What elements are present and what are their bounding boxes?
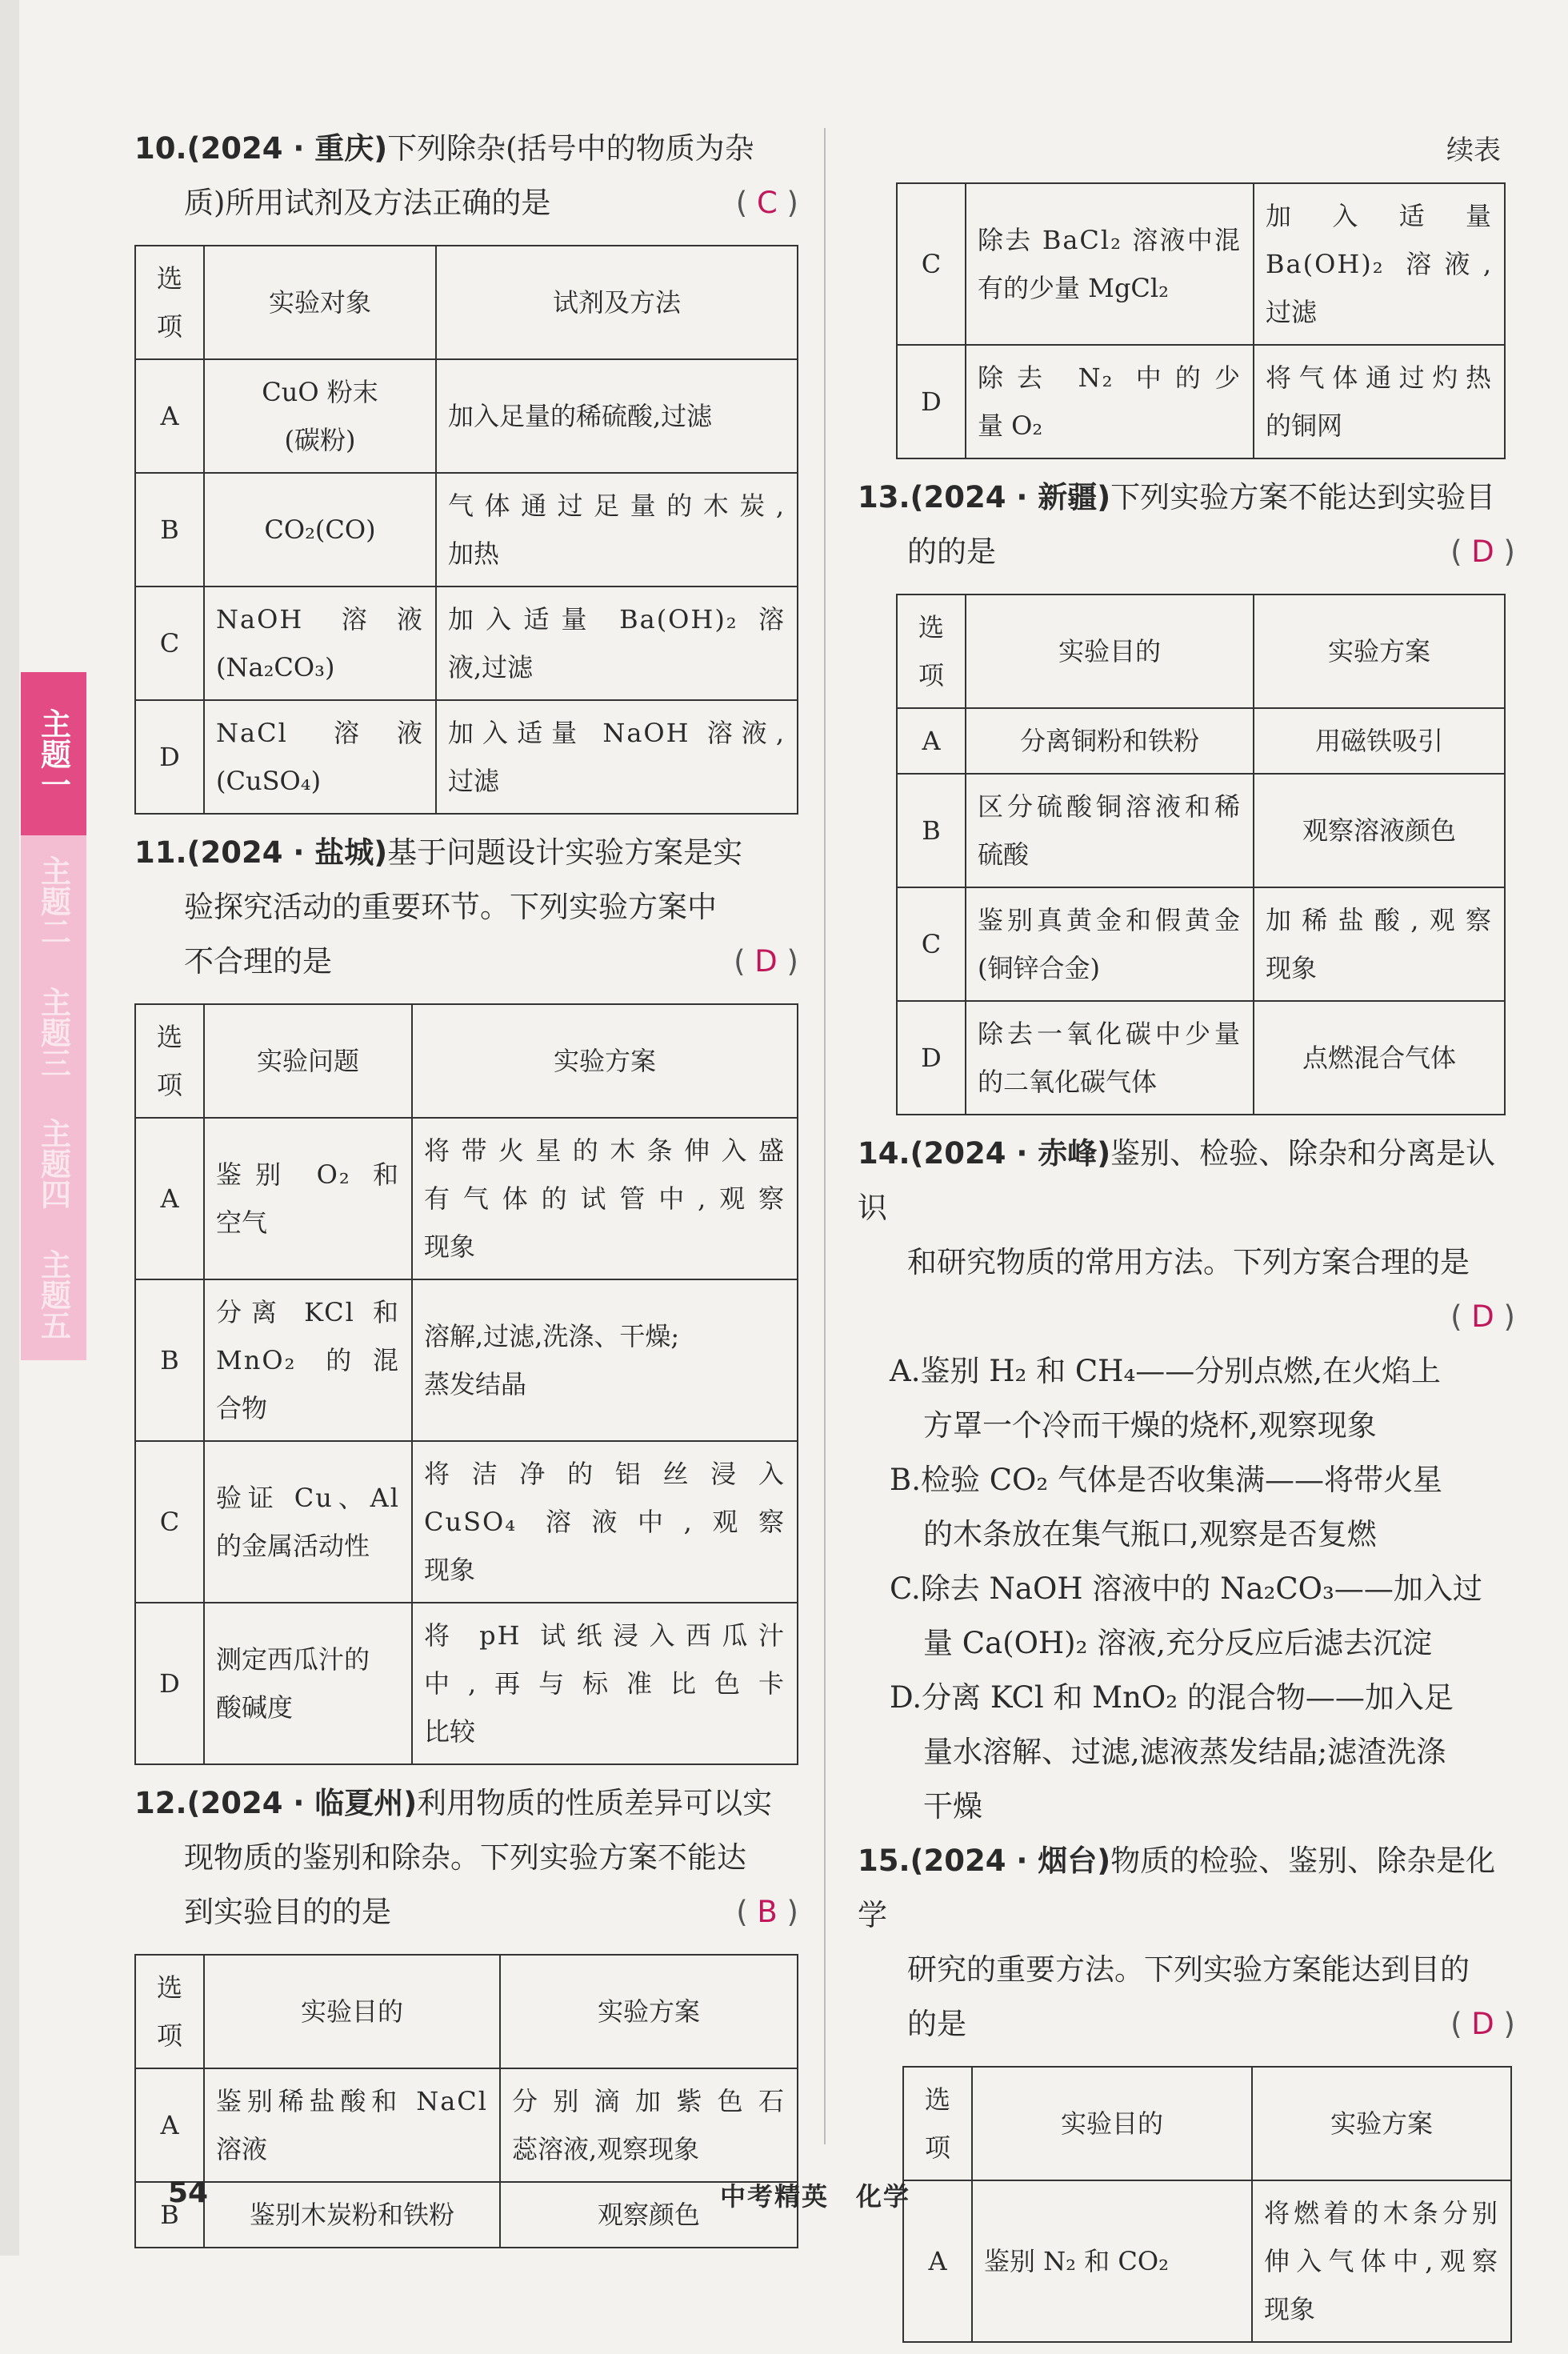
choice-c[interactable]: C.除去 NaOH 溶液中的 Na₂CO₃——加入过 量 Ca(OH)₂ 溶液,充分反应后滤去沉淀	[890, 1571, 1482, 1660]
table-header-cell: 选项	[135, 246, 204, 359]
book-title: 中考精英 化学	[720, 2181, 911, 2212]
table-row: D 除去 N₂ 中的少 量 O₂ 将气体通过灼热 的铜网	[897, 345, 1505, 458]
answer-mark: ( B )	[736, 1895, 798, 1929]
table-row: C NaOH 溶液 (Na₂CO₃) 加入适量 Ba(OH)₂ 溶 液,过滤	[135, 586, 798, 700]
question-10-table	[134, 245, 798, 815]
question-15: 15.(2024 · 烟台)物质的检验、鉴别、除杂是化学 研究的重要方法。下列实验方案能达到目的 的是 ( D ) 选项 实验目的 实验方案 A 鉴别 N₂ 和 CO₂ 将燃着的木条分别 伸入气体中,观察 现象	[858, 1834, 1515, 2343]
question-11-table	[134, 1003, 798, 1765]
topic-tab-2[interactable]: 主题二	[21, 835, 86, 967]
table-header-row: 选项 实验目的 实验方案	[903, 2067, 1511, 2180]
page-number: 54	[168, 2176, 209, 2209]
page-edge	[0, 0, 19, 2256]
question-12-table-continued	[896, 182, 1506, 459]
question-10: 10.(2024 · 重庆)下列除杂(括号中的物质为杂 质)所用试剂及方法正确的是 ( C ) 选项 实验对象 试剂及方法 A CuO 粉末 (碳粉) 加入足量的稀硫酸,过滤 B CO₂(CO) 气体通过足量的木炭, 加热 C NaOH 溶液 (Na₂CO₃) 加入适量 Ba(OH)₂ 溶 液,过滤 D NaCl 溶液 (CuSO₄) 加入适量 NaOH 溶液, 过滤	[134, 122, 798, 815]
choice-a[interactable]: A.鉴别 H₂ 和 CH₄——分别点燃,在火焰上 方罩一个冷而干燥的烧杯,观察现象	[890, 1354, 1442, 1443]
table-row: A 鉴别 N₂ 和 CO₂ 将燃着的木条分别 伸入气体中,观察 现象	[903, 2180, 1511, 2342]
choice-list	[858, 1344, 1515, 1834]
table-header-row: 选项 实验目的 实验方案	[897, 595, 1505, 708]
topic-tab-4[interactable]: 主题四	[21, 1098, 86, 1229]
table-header-cell: 实验对象	[204, 246, 436, 359]
table-row: D 除去一氧化碳中少量 的二氧化碳气体 点燃混合气体	[897, 1001, 1505, 1115]
table-row: C 验证 Cu、Al 的金属活动性 将洁净的铝丝浸入 CuSO₄ 溶液中,观察 现象	[135, 1441, 798, 1603]
question-source: (2024 · 新疆)	[910, 480, 1111, 514]
table-row: A 鉴别 O₂ 和 空气 将带火星的木条伸入盛 有气体的试管中,观察 现象	[135, 1118, 798, 1279]
topic-tab-5[interactable]: 主题五	[21, 1229, 86, 1360]
table-row: C 鉴别真黄金和假黄金 (铜锌合金) 加稀盐酸,观察 现象	[897, 887, 1505, 1001]
topic-tab-3[interactable]: 主题三	[21, 967, 86, 1098]
continued-label: 续表	[1446, 134, 1501, 166]
table-header-row	[135, 246, 798, 359]
table-header-cell: 试剂及方法	[436, 246, 798, 359]
table-row: D 测定西瓜汁的 酸碱度 将 pH 试纸浸入西瓜汁 中,再与标准比色卡 比较	[135, 1603, 798, 1764]
page-footer	[0, 2176, 1568, 2224]
table-header-row: 选项 实验目的 实验方案	[135, 1955, 798, 2068]
table-header-row: 选项 实验问题 实验方案	[135, 1004, 798, 1118]
question-13-table	[896, 594, 1506, 1115]
right-column	[858, 122, 1515, 2354]
table-row: A 鉴别稀盐酸和 NaCl 溶液 分别滴加紫色石 蕊溶液,观察现象	[135, 2068, 798, 2182]
table-row: C 除去 BaCl₂ 溶液中混 有的少量 MgCl₂ 加入适量 Ba(OH)₂ 溶液, 过滤	[897, 183, 1505, 345]
answer-mark: ( C )	[735, 186, 798, 220]
topic-side-tabs	[21, 672, 86, 1360]
answer-mark: ( D )	[1450, 2007, 1515, 2041]
answer-mark: ( D )	[734, 944, 798, 979]
question-source: (2024 · 烟台)	[910, 1844, 1111, 1878]
table-row: B CO₂(CO) 气体通过足量的木炭, 加热	[135, 473, 798, 586]
table-row: B 区分硫酸铜溶液和稀 硫酸 观察溶液颜色	[897, 774, 1505, 887]
left-column	[134, 122, 798, 2260]
question-source: (2024 · 盐城)	[186, 835, 388, 870]
question-source: (2024 · 临夏州)	[186, 1786, 418, 1820]
table-row: B 分离 KCl 和 MnO₂ 的混 合物 溶解,过滤,洗涤、干燥; 蒸发结晶	[135, 1279, 798, 1441]
answer-mark: ( D )	[1450, 1299, 1515, 1334]
table-row: A CuO 粉末 (碳粉) 加入足量的稀硫酸,过滤	[135, 359, 798, 473]
answer-mark: ( D )	[1450, 534, 1515, 569]
question-10-stem: 10.(2024 · 重庆)下列除杂(括号中的物质为杂	[134, 131, 754, 166]
question-14: 14.(2024 · 赤峰)鉴别、检验、除杂和分离是认识 和研究物质的常用方法。下列方案合理的是 ( D ) A.鉴别 H₂ 和 CH₄——分别点燃,在火焰上 方罩一个冷而干燥的烧杯,观察现象 B.检验 CO₂ 气体是否收集满——将带火星 的木条放在集气瓶口,观察是否复燃 C.除去 NaOH 溶液中的 Na₂CO₃——加入过 量 Ca(OH)₂ 溶液,充分反应后滤去沉淀 D.分离 KCl 和 MnO₂ 的混合物——加入足 量水溶解、过滤,滤液蒸发结晶;滤渣洗涤 干燥	[858, 1127, 1515, 1834]
question-12: 12.(2024 · 临夏州)利用物质的性质差异可以实 现物质的鉴别和除杂。下列实验方案不能达 到实验目的的是 ( B ) 选项 实验目的 实验方案 A 鉴别稀盐酸和 NaCl 溶液 分别滴加紫色石 蕊溶液,观察现象 B 鉴别木炭粉和铁粉 观察颜色	[134, 1776, 798, 2248]
question-11: 11.(2024 · 盐城)基于问题设计实验方案是实 验探究活动的重要环节。下列实验方案中 不合理的是 ( D ) 选项 实验问题 实验方案 A 鉴别 O₂ 和 空气 将带火星的木条伸入盛 有气体的试管中,观察 现象 B 分离 KCl 和 MnO₂ 的混 合物 溶解,过滤,洗涤、干燥; 蒸发结晶 C 验证 Cu、Al 的金属活动性 将洁净的铝丝浸入 CuSO₄ 溶液中,观察 现象 D 测定西瓜汁的 酸碱度 将 pH 试纸浸入西瓜汁 中,再与标准比色卡 比较	[134, 826, 798, 1765]
topic-tab-1[interactable]: 主题一	[21, 672, 86, 835]
column-divider	[824, 128, 826, 2144]
table-row: D NaCl 溶液 (CuSO₄) 加入适量 NaOH 溶液, 过滤	[135, 700, 798, 814]
choice-d[interactable]: D.分离 KCl 和 MnO₂ 的混合物——加入足 量水溶解、过滤,滤液蒸发结晶;滤渣洗涤 干燥	[890, 1680, 1454, 1824]
question-source: (2024 · 赤峰)	[910, 1136, 1111, 1171]
table-row: A 分离铜粉和铁粉 用磁铁吸引	[897, 708, 1505, 774]
table-row: B 鉴别木炭粉和铁粉 观察颜色	[135, 2182, 798, 2248]
question-source: (2024 · 重庆)	[186, 131, 388, 166]
question-13: 13.(2024 · 新疆)下列实验方案不能达到实验目 的的是 ( D ) 选项 实验目的 实验方案 A 分离铜粉和铁粉 用磁铁吸引 B 区分硫酸铜溶液和稀 硫酸 观察溶液颜色 C 鉴别真黄金和假黄金 (铜锌合金) 加稀盐酸,观察 现象 D 除去一氧化碳中少量 的二氧化碳气体 点燃混合气体	[858, 470, 1515, 1115]
choice-b[interactable]: B.检验 CO₂ 气体是否收集满——将带火星 的木条放在集气瓶口,观察是否复燃	[890, 1463, 1442, 1551]
